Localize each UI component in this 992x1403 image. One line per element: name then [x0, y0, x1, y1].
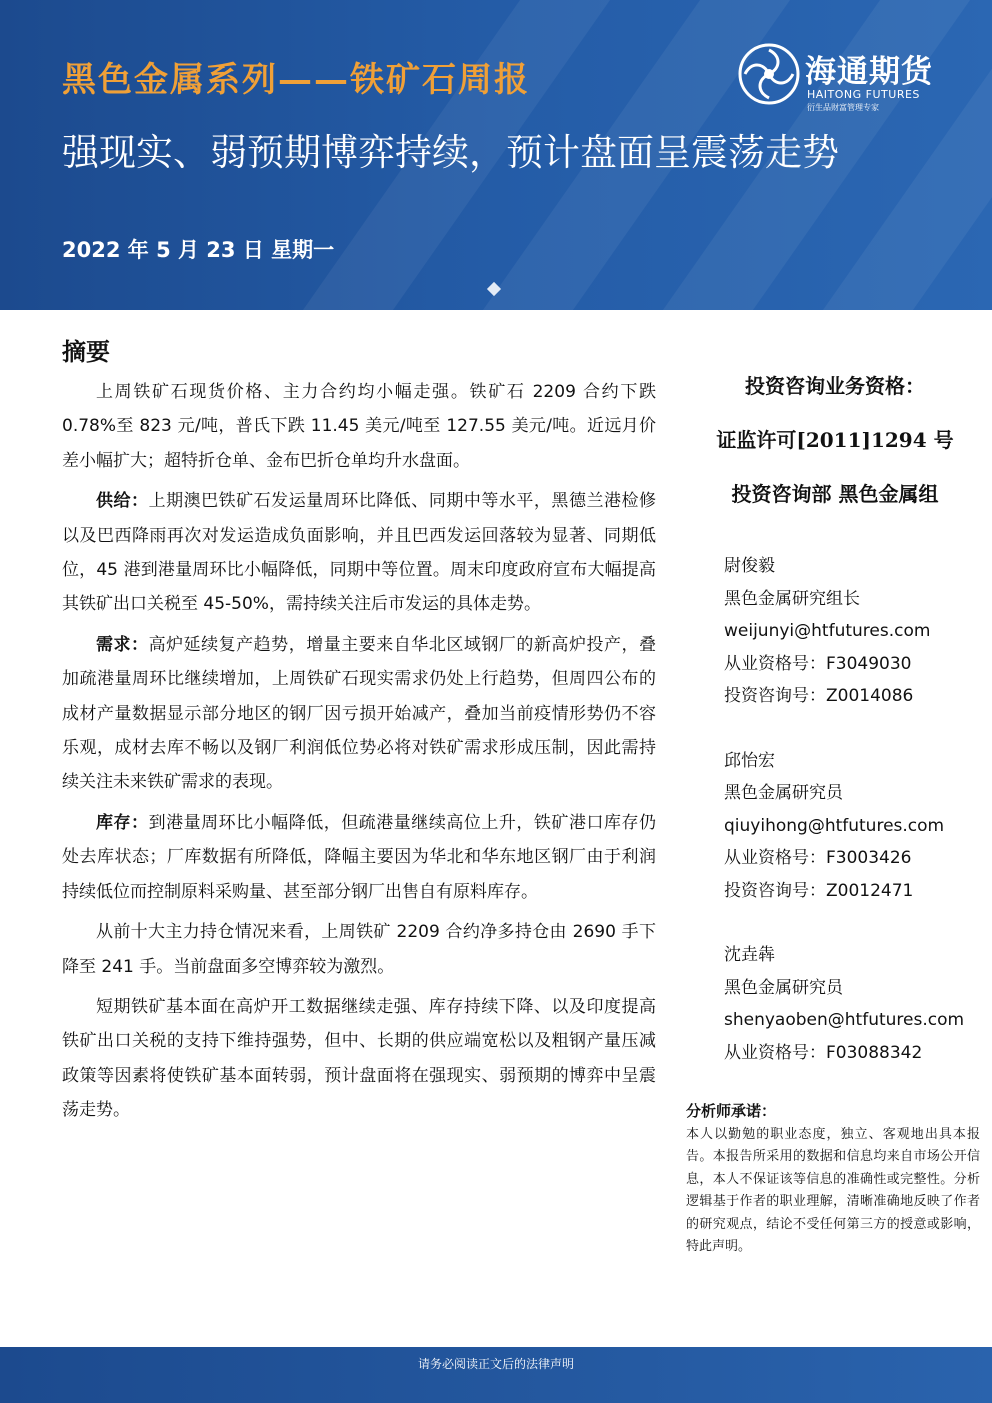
paragraph-text: 从前十大主力持仓情况来看，上周铁矿 2209 合约净多持仓由 2690 手下降至 241 手。当前盘面多空博弈较为激烈。: [62, 922, 656, 977]
logo-name-en: HAITONG FUTURES: [807, 88, 920, 101]
analyst-cert: 从业资格号：F03088342: [724, 1042, 923, 1063]
report-title: 强现实、弱预期博弈持续，预计盘面呈震荡走势: [62, 131, 839, 174]
header-banner: [0, 0, 992, 310]
analyst-list: [724, 550, 984, 1101]
logo-name-cn: 海通期货: [805, 54, 933, 90]
qualification-block: [690, 368, 980, 530]
supply-label: 供给：: [96, 491, 149, 512]
analyst-email[interactable]: shenyaoben@htfutures.com: [724, 1010, 965, 1030]
commitment-text: 本人以勤勉的职业态度，独立、客观地出具本报告。本报告所采用的数据和信息均来自市场公开信息，本人不保证该等信息的准确性或完整性。分析逻辑基于作者的职业理解，清晰准确地反映了作者的研究观点，结论不受任何第三方的授意或影响，特此声明。: [686, 1127, 980, 1255]
outlook-paragraph: [62, 990, 656, 1128]
supply-paragraph: [62, 484, 656, 622]
paragraph-text: 短期铁矿基本面在高炉开工数据继续走强、库存持续下降、以及印度提高铁矿出口关税的支持下维持强势，但中、长期的供应端宽松以及粗钢产量压减政策等因素将使铁矿基本面转弱，预计盘面将在强现实、弱预期的博弈中呈震荡走势。: [62, 996, 656, 1121]
analyst-name: 沈垚犇: [724, 945, 775, 965]
analyst-card: [724, 550, 984, 713]
inventory-text: 到港量周环比小幅降低，但疏港量继续高位上升，铁矿港口库存仍处去库状态；厂库数据有所降低，降幅主要因为华北和华东地区钢厂由于利润持续低位而控制原料采购量、甚至部分钢厂出售自有原料库存。: [62, 812, 657, 902]
logo-slogan: 衍生品财富管理专家: [807, 103, 879, 112]
analyst-email[interactable]: weijunyi@htfutures.com: [724, 621, 931, 641]
position-paragraph: [62, 915, 656, 984]
supply-text: 上期澳巴铁矿石发运量周环比降低、同期中等水平，黑德兰港检修以及巴西降雨再次对发运造成负面影响，并且巴西发运回落较为显著、同期低位，45 港到港量周环比小幅降低，同期中等位置。周末印度政府宣布大幅提高其铁矿出口关税至 45-50%，需持续关注后市发运的具体走势。: [62, 491, 657, 615]
analyst-card: [724, 745, 984, 908]
commitment-title: 分析师承诺：: [686, 1102, 777, 1120]
series-title: 黑色金属系列——铁矿石周报: [62, 60, 530, 100]
report-date: 2022 年 5 月 23 日 星期一: [62, 238, 335, 262]
summary-heading: 摘要: [62, 337, 110, 366]
legal-notice-link[interactable]: 请务必阅读正文后的法律声明: [417, 1357, 574, 1371]
logo-mark-icon: [737, 42, 801, 106]
analyst-title: 黑色金属研究员: [724, 977, 843, 998]
inventory-paragraph: [62, 806, 656, 909]
analyst-consult: 投资咨询号：Z0012471: [724, 880, 914, 901]
inventory-label: 库存：: [96, 812, 149, 833]
footer-bar: [0, 1347, 992, 1403]
summary-body: [62, 375, 656, 1134]
analyst-name: 邱怡宏: [724, 750, 775, 771]
analyst-name: 尉俊毅: [724, 556, 775, 576]
analyst-email[interactable]: qiuyihong@htfutures.com: [724, 815, 945, 836]
department: 投资咨询部 黑色金属组: [731, 482, 939, 506]
company-logo: [737, 42, 967, 114]
demand-paragraph: [62, 628, 656, 800]
license-number: 证监许可[2011]1294 号: [716, 428, 954, 452]
demand-label: 需求：: [96, 634, 149, 655]
summary-paragraph: [62, 375, 656, 478]
analyst-title: 黑色金属研究员: [724, 783, 843, 803]
analyst-cert: 从业资格号：F3049030: [724, 653, 912, 674]
analyst-card: [724, 939, 984, 1069]
qualification-title: 投资咨询业务资格：: [745, 374, 925, 398]
paragraph-text: 上周铁矿石现货价格、主力合约均小幅走强。铁矿石 2209 合约下跌 0.78%至 823 元/吨，普氏下跌 11.45 美元/吨至 127.55 美元/吨。近远月价差小幅扩大；超特折仓单、金布巴折仓单均升水盘面。: [62, 382, 656, 471]
analyst-cert: 从业资格号：F3003426: [724, 848, 912, 868]
analyst-consult: 投资咨询号：Z0014086: [724, 686, 914, 706]
analyst-title: 黑色金属研究组长: [724, 588, 860, 609]
demand-text: 高炉延续复产趋势，增量主要来自华北区域钢厂的新高炉投产，叠加疏港量周环比继续增加，上周铁矿石现实需求仍处上行趋势，但周四公布的成材产量数据显示部分地区的钢厂因亏损开始减产，叠加当前疫情形势仍不容乐观，成材去库不畅以及钢厂利润低位势必将对铁矿需求形成压制，因此需持续关注未来铁矿需求的表现。: [62, 634, 657, 793]
